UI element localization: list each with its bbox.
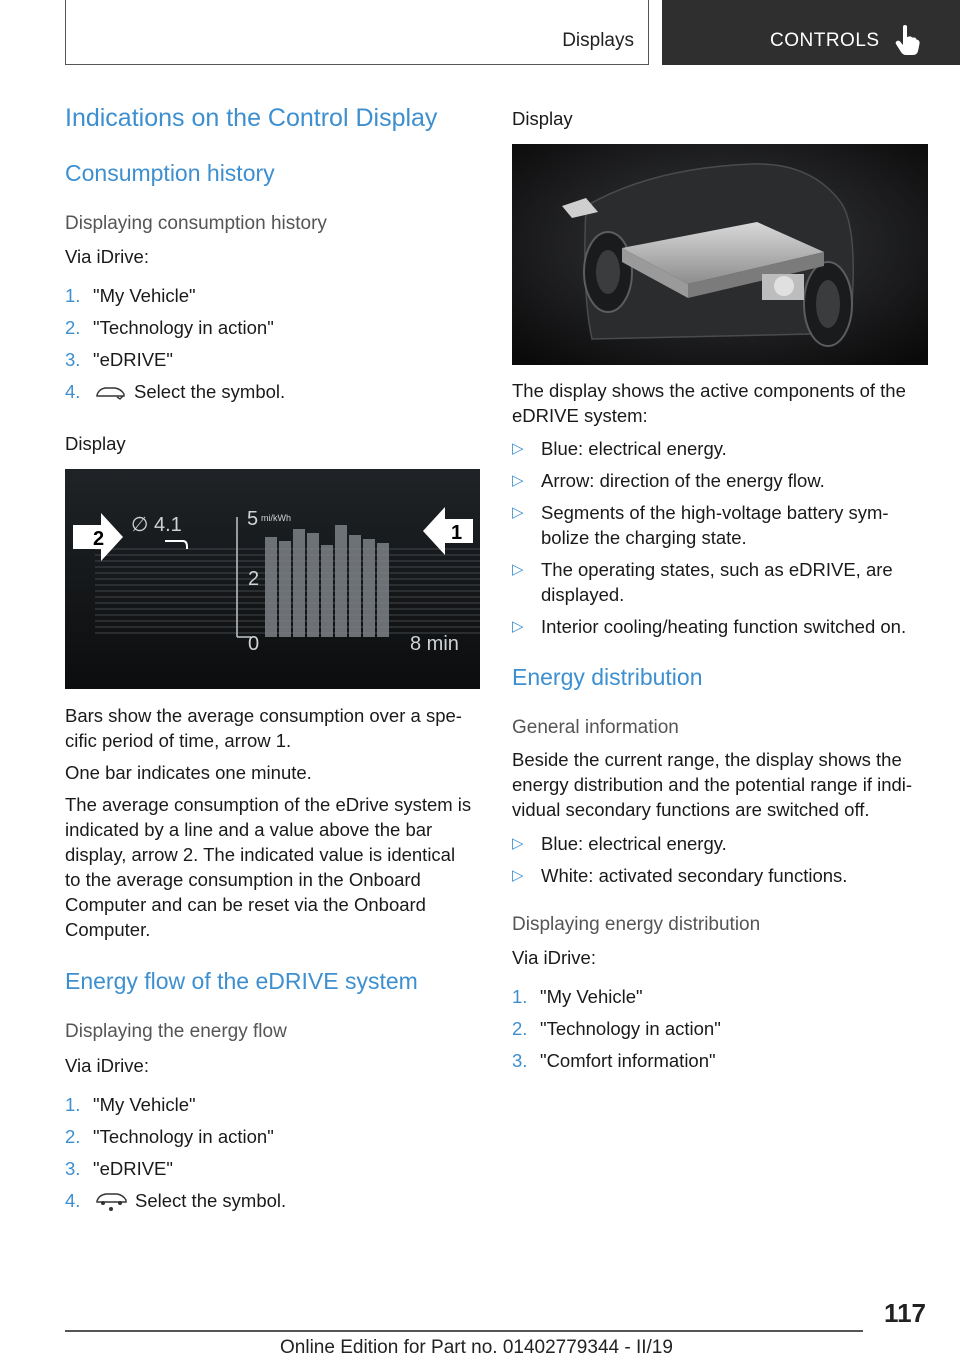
header-section-title: Displays [562, 30, 634, 51]
bullet-triangle-icon: ▷ [512, 561, 524, 578]
consumption-para-2: One bar indicates one minute. [65, 762, 312, 783]
page-number: 117 [884, 1298, 926, 1328]
page-title: Indications on the Control Display [65, 104, 438, 132]
components-para: The display shows the active components of the eDRIVE system: [512, 380, 906, 426]
consumption-history-icon [95, 383, 127, 401]
consumption-heading: Consumption history [65, 160, 275, 186]
distribution-para: Beside the current range, the display shows the energy distribution and the potential range if indi-vidual secondary functions are switched off. [512, 749, 913, 820]
axis-mid-value: 2 [248, 568, 260, 590]
avg-consumption-value: ∅ 4.1 [131, 514, 182, 536]
distribution-via: Via iDrive: [512, 947, 596, 968]
consumption-subheading: Displaying consumption history [65, 213, 327, 234]
bullet-triangle-icon: ▷ [512, 835, 524, 852]
arrow-2-label: 2 [93, 528, 105, 550]
consumption-para-1: Bars show the average consumption over a spe-cific period of time, arrow 1. [65, 705, 462, 751]
display-label-right: Display [512, 108, 573, 129]
header-section-box [65, 0, 649, 65]
energy-flow-heading: Energy flow of the eDRIVE system [65, 968, 418, 994]
bullet-triangle-icon: ▷ [512, 440, 524, 457]
axis-zero-value: 0 [248, 633, 260, 655]
bullet-triangle-icon: ▷ [512, 472, 524, 489]
distribution-subheading: General information [512, 717, 679, 738]
time-span-label: 8 min [410, 633, 459, 655]
energy-flow-subheading: Displaying the energy flow [65, 1021, 287, 1042]
axis-unit: mi/kWh [261, 513, 291, 523]
distribution-heading: Energy distribution [512, 664, 703, 690]
consumption-para-3: The average consumption of the eDrive system is indicated by a line and a value above the bar display, arrow 2. The indicated value is identical to the average consumption in the Onboard Computer and can be reset via the Onboard Computer. [65, 794, 472, 940]
footer-divider [65, 1330, 863, 1332]
pointing-hand-icon [894, 24, 920, 56]
energy-flow-via: Via iDrive: [65, 1055, 149, 1076]
bullet-triangle-icon: ▷ [512, 867, 524, 884]
consumption-via: Via iDrive: [65, 246, 149, 267]
distribution-subheading-2: Displaying energy distribution [512, 914, 761, 935]
bullet-triangle-icon: ▷ [512, 618, 524, 635]
consumption-history-image [65, 469, 480, 689]
bullet-triangle-icon: ▷ [512, 504, 524, 521]
energy-flow-icon [95, 1190, 129, 1212]
header-chapter-title: CONTROLS [770, 30, 880, 51]
axis-top-value: 5 [247, 508, 259, 530]
arrow-1-label: 1 [451, 522, 463, 544]
energy-flow-image [512, 144, 928, 365]
display-label: Display [65, 433, 126, 454]
footer-edition: Online Edition for Part no. 01402779344 - II/19 [280, 1337, 673, 1358]
header-chapter-box [662, 0, 960, 65]
